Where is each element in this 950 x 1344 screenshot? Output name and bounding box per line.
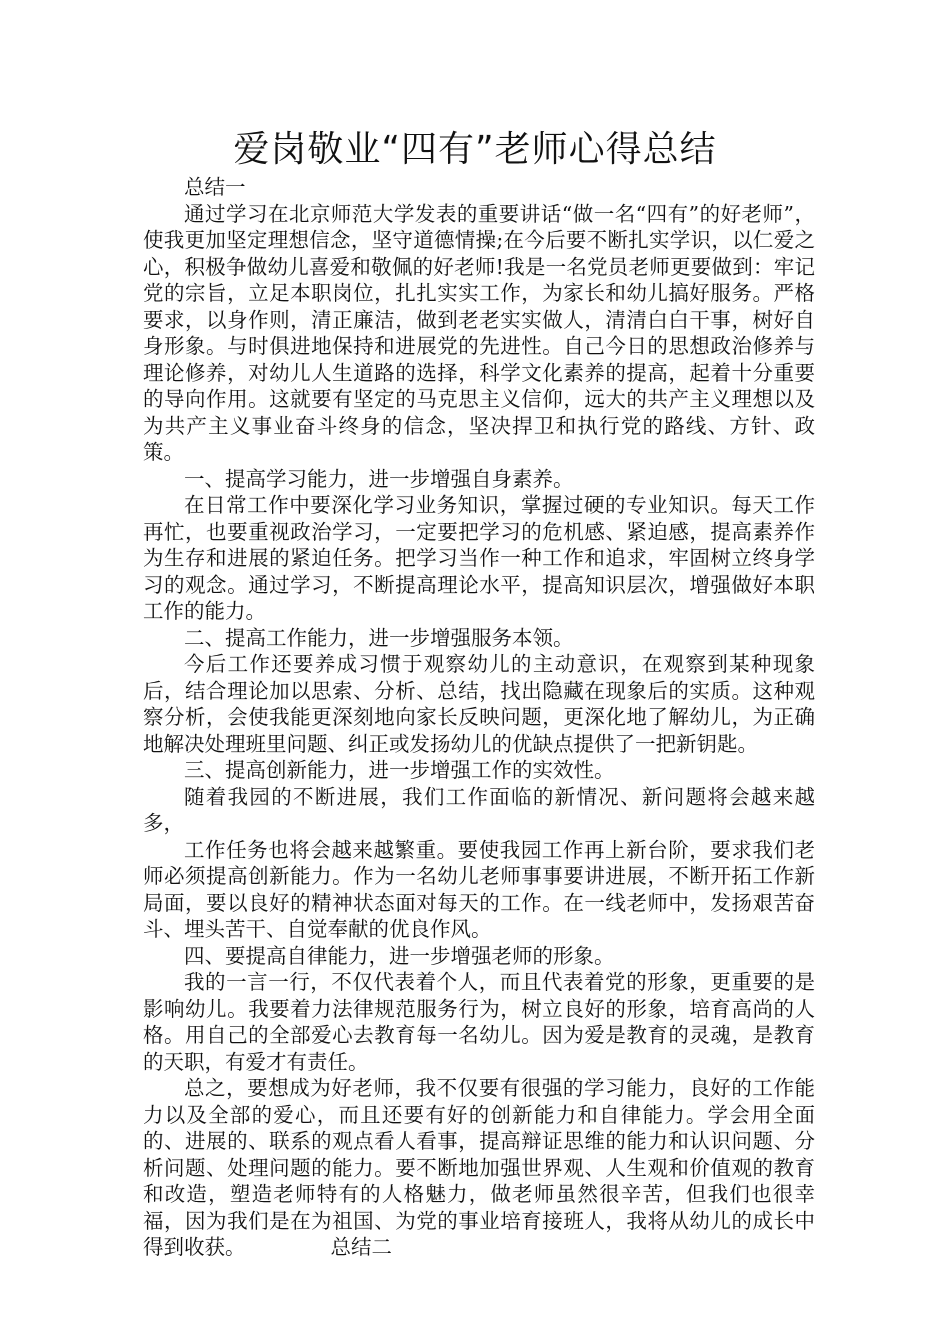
document-body xyxy=(143,174,815,1261)
section-label: 总结二 xyxy=(330,1235,392,1259)
paragraph: 我的一言一行，不仅代表着个人，而且代表着党的形象，更重要的是影响幼儿。我要着力法律规范服务行为，树立良好的形象，培育高尚的人格。用自己的全部爱心去教育每一名幼儿。因为爱是教育的灵魂，是教育的天职，有爱才有责任。 xyxy=(143,970,815,1074)
paragraph xyxy=(143,1075,815,1261)
closing-paragraph-text: 总之，要想成为好老师，我不仅要有很强的学习能力，良好的工作能力以及全部的爱心，而且还要有好的创新能力和自律能力。学会用全面的、进展的、联系的观点看人看事，提高辩证思维的能力和认识问题、分析问题、处理问题的能力。要不断地加强世界观、人生观和价值观的教育和改造，塑造老师特有的人格魅力，做老师虽然很辛苦，但我们也很幸福，因为我们是在为祖国、为党的事业培育接班人，我将从幼儿的成长中得到收获。 xyxy=(143,1076,815,1259)
paragraph: 随着我园的不断进展，我们工作面临的新情况、新问题将会越来越多， xyxy=(143,784,815,835)
paragraph: 工作任务也将会越来越繁重。要使我园工作再上新台阶，要求我们老师必须提高创新能力。作为一名幼儿老师事事要讲进展，不断开拓工作新局面，要以良好的精神状态面对每天的工作。在一线老师中，发扬艰苦奋斗、埋头苦干、自觉奉献的优良作风。 xyxy=(143,837,815,941)
section-heading: 三、提高创新能力，进一步增强工作的实效性。 xyxy=(184,758,615,782)
paragraph: 在日常工作中要深化学习业务知识，掌握过硬的专业知识。每天工作再忙，也要重视政治学习，一定要把学习的危机感、紧迫感，提高素养作为生存和进展的紧迫任务。把学习当作一种工作和追求，牢固树立终身学习的观念。通过学习，不断提高理论水平，提高知识层次，增强做好本职工作的能力。 xyxy=(143,493,815,623)
section-heading: 四、要提高自律能力，进一步增强老师的形象。 xyxy=(184,943,615,968)
document-title: 爱岗敬业“四有”老师心得总结 xyxy=(233,129,717,170)
section-heading: 一、提高学习能力，进一步增强自身素养。 xyxy=(184,466,574,491)
section-heading: 二、提高工作能力，进一步增强服务本领。 xyxy=(184,625,574,650)
paragraph: 通过学习在北京师范大学发表的重要讲话“做一名“四有”的好老师”，使我更加坚定理想信念，坚守道德情操;在今后要不断扎实学识，以仁爱之心，积极争做幼儿喜爱和敬佩的好老师!我是一名党员老师更要做到：牢记党的宗旨，立足本职岗位，扎扎实实工作，为家长和幼儿搞好服务。严格要求，以身作则，清正廉洁，做到老老实实做人，清清白白干事，树好自身形象。与时俱进地保持和进展党的先进性。自己今日的思想政治修养与理论修养，对幼儿人生道路的选择，科学文化素养的提高，起着十分重要的导向作用。这就要有坚定的马克思主义信仰，远大的共产主义理想以及为共产主义事业奋斗终身的信念，坚决捍卫和执行党的路线、方针、政策。 xyxy=(143,201,815,464)
paragraph: 今后工作还要养成习惯于观察幼儿的主动意识，在观察到某种现象后，结合理论加以思索、分析、总结，找出隐藏在现象后的实质。这种观察分析，会使我能更深刻地向家长反映问题，更深化地了解幼儿，为正确地解决处理班里问题、纠正或发扬幼儿的优缺点提供了一把新钥匙。 xyxy=(143,652,815,756)
section-label: 总结一 xyxy=(184,175,246,199)
